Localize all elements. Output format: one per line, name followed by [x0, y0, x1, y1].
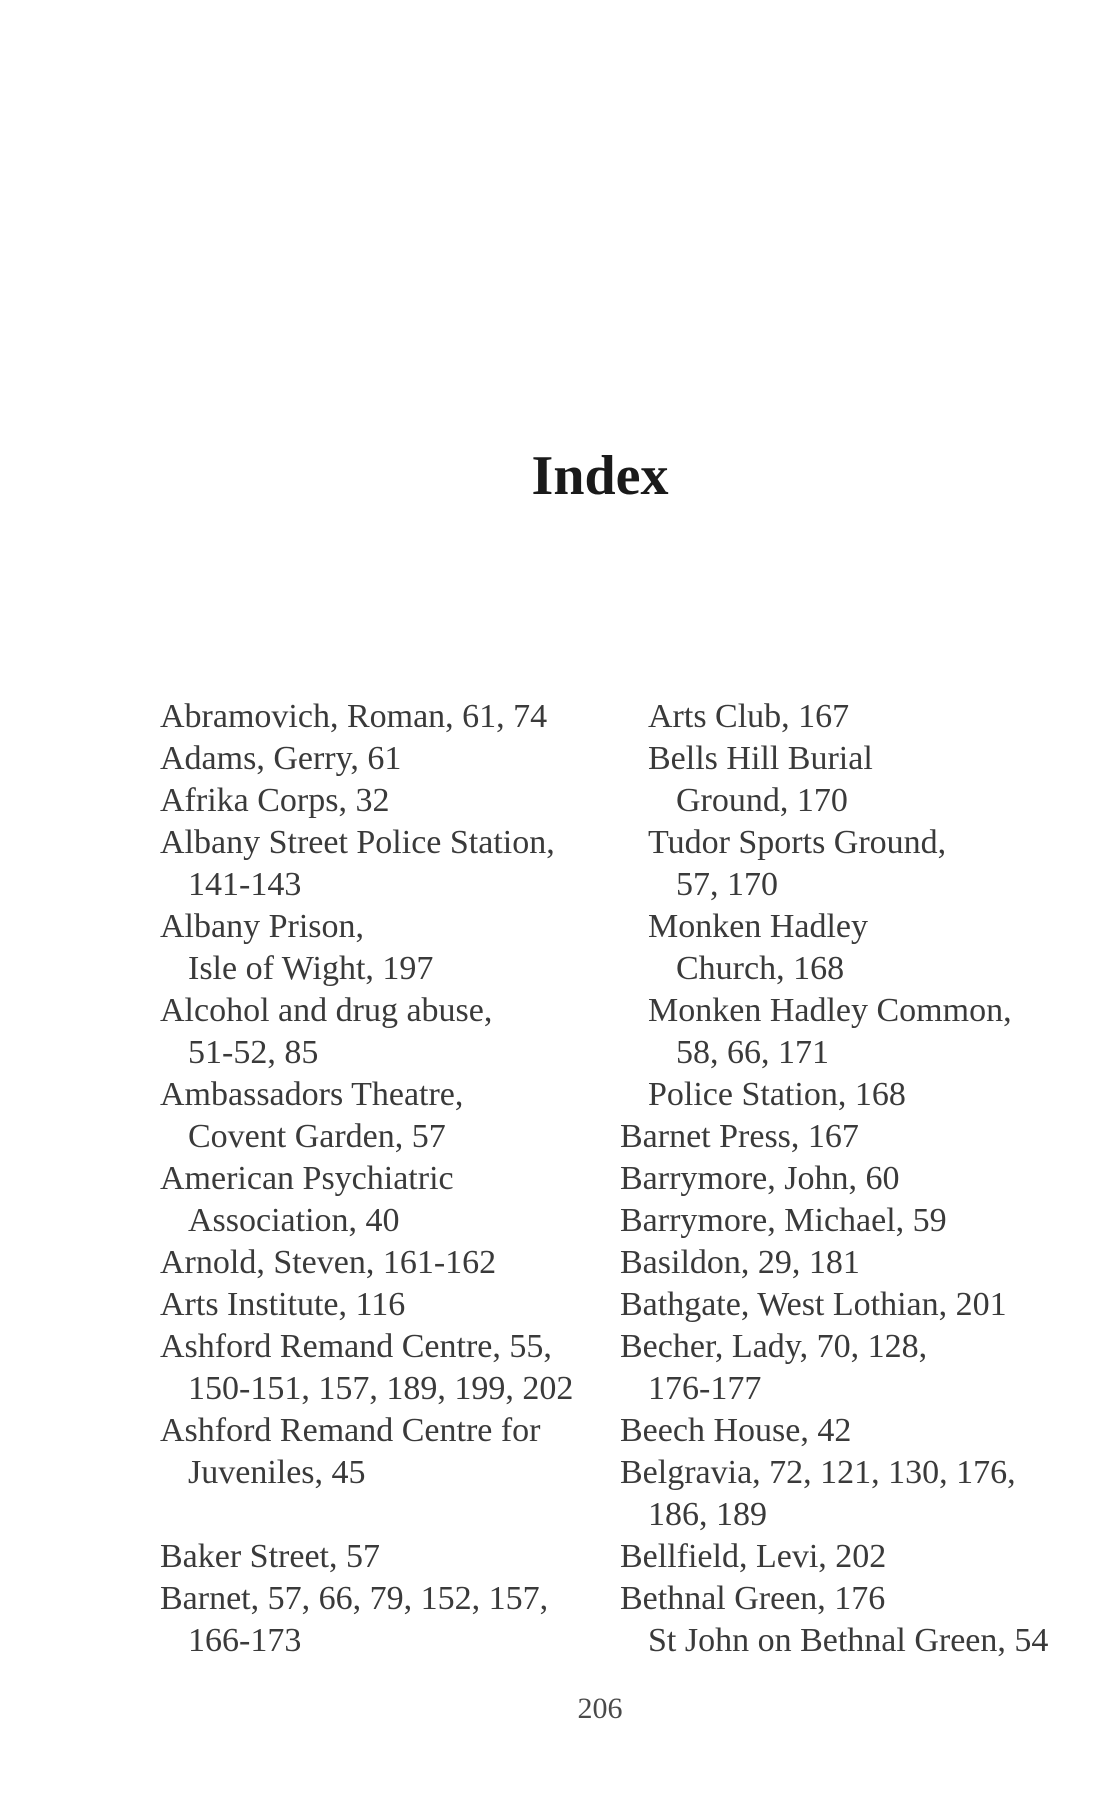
index-entry: Arnold, Steven, 161-162 — [160, 1244, 497, 1281]
index-entry: 57, 170 — [676, 866, 778, 903]
index-entry: American Psychiatric — [160, 1160, 454, 1197]
index-entry: Barnet, 57, 66, 79, 152, 157, — [160, 1580, 549, 1617]
index-entry: Albany Prison, — [160, 908, 364, 945]
index-entry: Beech House, 42 — [620, 1412, 852, 1449]
index-entry: Association, 40 — [188, 1202, 400, 1239]
index-entry: Becher, Lady, 70, 128, — [620, 1328, 928, 1365]
index-column-left — [160, 696, 600, 1662]
index-entry: Bathgate, West Lothian, 201 — [620, 1286, 1007, 1323]
index-entry: Church, 168 — [676, 950, 845, 987]
index-entry: Ashford Remand Centre, 55, — [160, 1328, 552, 1365]
index-section-gap — [160, 1494, 600, 1536]
index-entry: Afrika Corps, 32 — [160, 782, 390, 819]
index-entry: 51-52, 85 — [188, 1034, 319, 1071]
index-column-right — [620, 696, 1090, 1662]
index-entry: Alcohol and drug abuse, — [160, 992, 493, 1029]
index-entry: Abramovich, Roman, 61, 74 — [160, 698, 548, 735]
index-entry: Arts Club, 167 — [648, 698, 850, 735]
index-entry: Belgravia, 72, 121, 130, 176, — [620, 1454, 1016, 1491]
index-entry: Albany Street Police Station, — [160, 824, 555, 861]
index-entry: Bells Hill Burial — [648, 740, 873, 777]
index-entry: Covent Garden, 57 — [188, 1118, 446, 1155]
index-entry: Tudor Sports Ground, — [648, 824, 947, 861]
index-entry: Ground, 170 — [676, 782, 848, 819]
index-entry: 176-177 — [648, 1370, 762, 1407]
index-entry: 186, 189 — [648, 1496, 767, 1533]
index-entry: 150-151, 157, 189, 199, 202 — [188, 1370, 574, 1407]
index-entry: Monken Hadley Common, — [648, 992, 1012, 1029]
index-entry: Juveniles, 45 — [188, 1454, 366, 1491]
index-entry: Isle of Wight, 197 — [188, 950, 434, 987]
index-entry: 58, 66, 171 — [676, 1034, 829, 1071]
index-entry: Bellfield, Levi, 202 — [620, 1538, 887, 1575]
index-entry: 141-143 — [188, 866, 302, 903]
index-entry: Monken Hadley — [648, 908, 869, 945]
index-entry: Basildon, 29, 181 — [620, 1244, 860, 1281]
index-entry: Baker Street, 57 — [160, 1538, 380, 1575]
page-number: 206 — [577, 1692, 623, 1725]
index-entry: Barnet Press, 167 — [620, 1118, 859, 1155]
index-entry: Adams, Gerry, 61 — [160, 740, 402, 777]
page-title: Index — [531, 445, 669, 507]
index-entry: Barrymore, Michael, 59 — [620, 1202, 947, 1239]
index-entry: Arts Institute, 116 — [160, 1286, 406, 1323]
index-entry: Bethnal Green, 176 — [620, 1580, 886, 1617]
index-entry: 166-173 — [188, 1622, 302, 1659]
index-entry: Ashford Remand Centre for — [160, 1412, 541, 1449]
index-entry: Ambassadors Theatre, — [160, 1076, 464, 1113]
index-entry: Police Station, 168 — [648, 1076, 906, 1113]
index-entry: Barrymore, John, 60 — [620, 1160, 900, 1197]
index-entry: St John on Bethnal Green, 54 — [648, 1622, 1049, 1659]
